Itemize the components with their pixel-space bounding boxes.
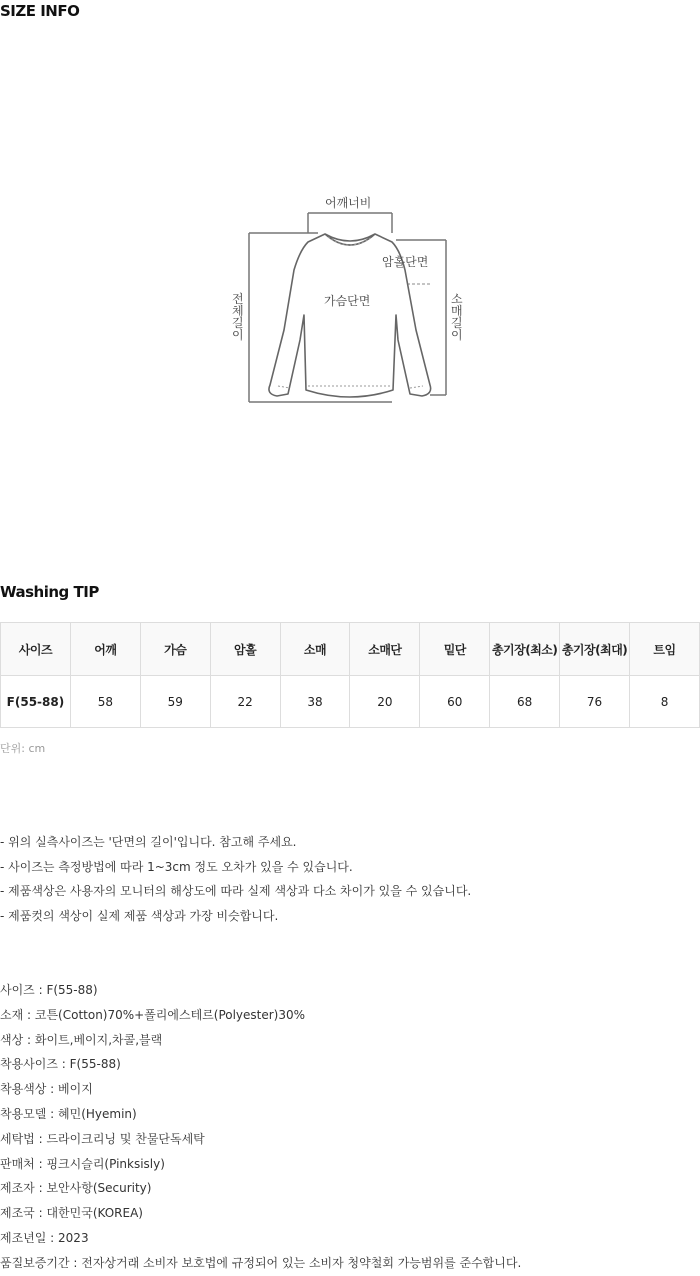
product-colors: 색상 : 화이트,베이지,차콜,블랙 <box>0 1032 163 1047</box>
table-cell: 59 <box>140 676 210 728</box>
washing-tip-title: Washing TIP <box>0 583 99 601</box>
table-row <box>1 676 700 728</box>
table-cell: 8 <box>630 676 700 728</box>
svg-text:체: 체 <box>232 304 244 318</box>
header-cuff: 소매단 <box>350 623 420 676</box>
header-length-min: 총기장(최소) <box>490 623 560 676</box>
header-sleeve: 소매 <box>280 623 350 676</box>
tshirt-illustration <box>220 190 470 415</box>
table-cell: 58 <box>70 676 140 728</box>
table-cell: F(55-88) <box>1 676 71 728</box>
size-info-title: SIZE INFO <box>0 2 80 20</box>
svg-text:이: 이 <box>232 328 244 342</box>
product-size: 사이즈 : F(55-88) <box>0 983 98 997</box>
sleeve-length-label <box>451 292 463 342</box>
size-table <box>0 622 700 728</box>
header-size: 사이즈 <box>1 623 71 676</box>
header-length-max: 총기장(최대) <box>560 623 630 676</box>
table-cell: 68 <box>490 676 560 728</box>
product-info-list <box>0 978 521 1276</box>
table-cell: 76 <box>560 676 630 728</box>
worn-color: 착용색상 : 베이지 <box>0 1082 93 1097</box>
svg-text:길: 길 <box>451 316 463 330</box>
manufacture-year: 제조년일 : 2023 <box>0 1230 89 1245</box>
header-hem: 밑단 <box>420 623 490 676</box>
total-length-label <box>232 291 244 342</box>
seller: 판매처 : 핑크시슬리(Pinksisly) <box>0 1156 165 1171</box>
unit-note: 단위: cm <box>0 742 46 755</box>
washing-method: 세탁법 : 드라이크리닝 및 찬물단독세탁 <box>0 1131 205 1146</box>
size-diagram <box>220 190 470 415</box>
manufacturer: 제조자 : 보안사항(Security) <box>0 1181 152 1196</box>
svg-text:길: 길 <box>232 316 244 330</box>
header-slit: 트임 <box>630 623 700 676</box>
table-cell: 22 <box>210 676 280 728</box>
size-notes <box>0 830 471 928</box>
list-item: - 위의 실측사이즈는 '단면의 길이'입니다. 참고해 주세요. <box>0 835 297 849</box>
armhole-label: 암홀단면 <box>382 255 429 269</box>
size-table-header-row <box>1 623 700 676</box>
country: 제조국 : 대한민국(KOREA) <box>0 1206 143 1221</box>
svg-text:소: 소 <box>451 292 463 306</box>
table-cell: 60 <box>420 676 490 728</box>
list-item: - 제품컷의 색상이 실제 제품 색상과 가장 비슷합니다. <box>0 908 279 923</box>
chest-label: 가슴단면 <box>324 294 371 308</box>
list-item: - 제품색상은 사용자의 모니터의 해상도에 따라 실제 색상과 다소 차이가 있을 수 있습니다. <box>0 884 472 898</box>
header-armhole: 암홀 <box>210 623 280 676</box>
svg-text:매: 매 <box>451 304 463 318</box>
header-chest: 가슴 <box>140 623 210 676</box>
list-item: - 사이즈는 측정방법에 따라 1~3cm 정도 오차가 있을 수 있습니다. <box>0 859 353 874</box>
model: 착용모델 : 혜민(Hyemin) <box>0 1106 137 1121</box>
table-cell: 20 <box>350 676 420 728</box>
product-material: 소재 : 코튼(Cotton)70%+폴리에스테르(Polyester)30% <box>0 1007 306 1022</box>
header-shoulder: 어깨 <box>70 623 140 676</box>
svg-text:이: 이 <box>451 328 463 342</box>
shoulder-label: 어깨너비 <box>325 196 372 210</box>
table-cell: 38 <box>280 676 350 728</box>
warranty: 품질보증기간 : 전자상거래 소비자 보호법에 규정되어 있는 소비자 청약철회 가능범위를 준수합니다. <box>0 1255 522 1270</box>
svg-text:전: 전 <box>232 292 244 306</box>
worn-size: 착용사이즈 : F(55-88) <box>0 1057 121 1072</box>
